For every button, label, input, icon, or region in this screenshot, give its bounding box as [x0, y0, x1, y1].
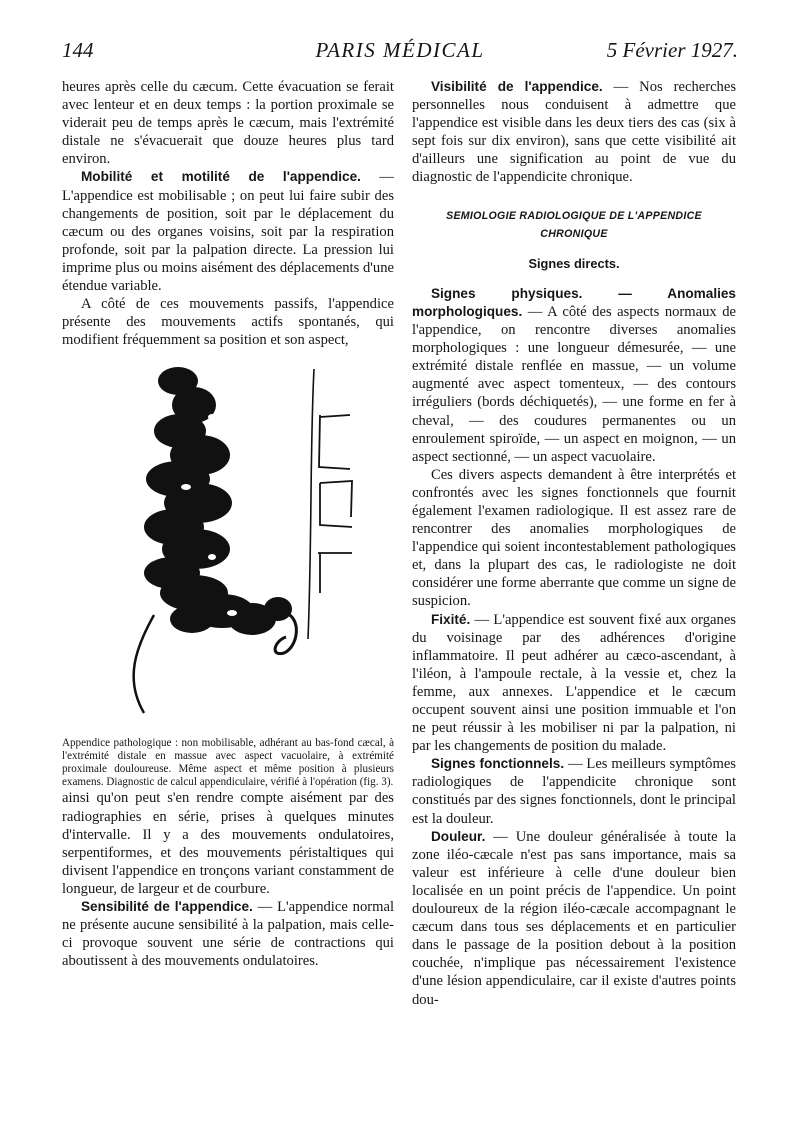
section-heading: Douleur.	[430, 828, 486, 844]
section-heading: Fixité.	[430, 611, 471, 627]
page-number: 144	[62, 38, 94, 62]
section-heading: Signes fonctionnels.	[430, 756, 565, 772]
paragraph: Sensibilité de l'appendice. — L'appendice normal ne présente aucune sensibilité à la palpation, mais celle-ci provoque souvent une série de contractions qui aboutissent à des mouvements ondulatoires.	[62, 898, 394, 970]
paragraph: Visibilité de l'appendice. — Nos recherches personnelles nous conduisent à admettre que l'appendice est visible dans les deux tiers des cas (six à sept fois sur dix environ), sans que cette visibilité ait d'ailleurs une signification au point de vue du diagnostic de l'appendicite chronique.	[412, 79, 737, 186]
paragraph: heures après celle du cæcum. Cette évacuation se ferait avec lenteur et en deux temps : la portion proximale se viderait peu de temps après le cæcum, mais l'extrémité distale ne s'évacuerait que douze heures plus tard environ.	[62, 79, 394, 168]
paragraph: A côté de ces mouvements passifs, l'appendice présente des mouvements actifs spontanés, qui modifient fréquemment sa position et son aspect,	[62, 296, 394, 349]
paragraph: Douleur. — Une douleur généralisée à toute la zone iléo-cæcale n'est pas sans importance, mais sa valeur est inférieure à celle d'une douleur bien localisée en un point précis de l'appendice. Un point douloureux de la région iléo-cæcale accompagnant le cæcum dans tous ses déplacements et en particulier dans le passage de la position debout à la position couchée, n'implique pas nécessairement l'existence d'une lésion appendiculaire, car il existe d'autres points dou-	[412, 828, 736, 1008]
section-heading: Signes physiques. — Anomalies morphologiques.	[412, 285, 736, 319]
chapter-title: SEMIOLOGIE RADIOLOGIQUE DE L'APPENDICE CHRONIQUE	[446, 209, 702, 240]
paragraph: Ces divers aspects demandent à être interprétés et confrontés avec les signes fonctionnels que fournit également l'examen radiologique. Il est assez rare de rencontrer des anomalies morphologiques de l'appendice qui soient incontestablement pathologiques et, dans la plupart des cas, le radiologiste ne doit considérer une forme aberrante que comme un signe de suspicion.	[412, 466, 736, 610]
section-heading: Mobilité et motilité de l'appendice.	[80, 169, 361, 185]
paragraph: Signes physiques. — Anomalies morphologiques. — A côté des aspects normaux de l'appendice, on rencontre diverses anomalies morphologiques : une longueur démesurée, — une extrémité distale renflée en massue, — un volume augmenté avec aspect tomenteux, — des contours irréguliers (bords déchiquetés), — une forme en fer à cheval, — des coudures permanentes ou un enroulement spiroïde, — un aspect en moignon, — un aspect sectionné, — un aspect vacuolaire.	[412, 285, 736, 465]
journal-title: PARIS MÉDICAL	[315, 38, 485, 62]
figure-caption: Appendice pathologique : non mobilisable, adhérant au bas-fond cæcal, à l'extrémité distale en massue avec aspect vacuolaire, à extrémité proximale douloureuse. Même aspect et même position à plusieurs examens. Diagnostic de calcul appendiculaire, vérifié à l'opération (fig. 3).	[62, 737, 394, 789]
right-column	[412, 78, 736, 1009]
paragraph: ainsi qu'on peut s'en rendre compte aisément par des radiographies en série, prises à quelques minutes d'intervalle. Il y a des mouvements ondulatoires, serpentiformes, et des mouvements péristaltiques qui divisent l'appendice en tronçons variant constamment de longueur, de largeur et de courbure.	[62, 790, 394, 897]
issue-date: 5 Février 1927.	[606, 38, 738, 62]
paragraph: Fixité. — L'appendice est souvent fixé aux organes du voisinage par des adhérences d'origine inflammatoire. Il peut adhérer au cæco-ascendant, à l'iléon, à l'ampoule rectale, à la vessie et, chez la femme, aux annexes. L'appendice et le cæcum occupent souvent ainsi une position immuable et l'on ne peut réussir à les mobiliser ni par la palpation, ni par les changements de position du malade.	[412, 611, 736, 755]
paragraph: Mobilité et motilité de l'appendice. — L'appendice est mobilisable ; on peut lui faire subir des changements de position, soit par le déplacement du cæcum ou des organes voisins, soit par la respiration profonde, soit par la palpation directe. La pression lui imprime plus ou moins aisément des déplacements d'une étendue variable.	[62, 169, 394, 295]
section-heading: Sensibilité de l'appendice.	[80, 898, 253, 914]
appendix-radiograph-drawing	[62, 357, 394, 737]
radiograph-figure	[62, 357, 394, 737]
paragraph: Signes fonctionnels. — Les meilleurs symptômes radiologiques de l'appendicite chronique sont constitués par des signes fonctionnels, dont le principal est la douleur.	[412, 756, 736, 827]
subsection-title: Signes directs.	[528, 255, 620, 271]
left-column	[62, 78, 394, 970]
running-header	[62, 38, 738, 68]
section-heading: Visibilité de l'appendice.	[430, 79, 603, 94]
